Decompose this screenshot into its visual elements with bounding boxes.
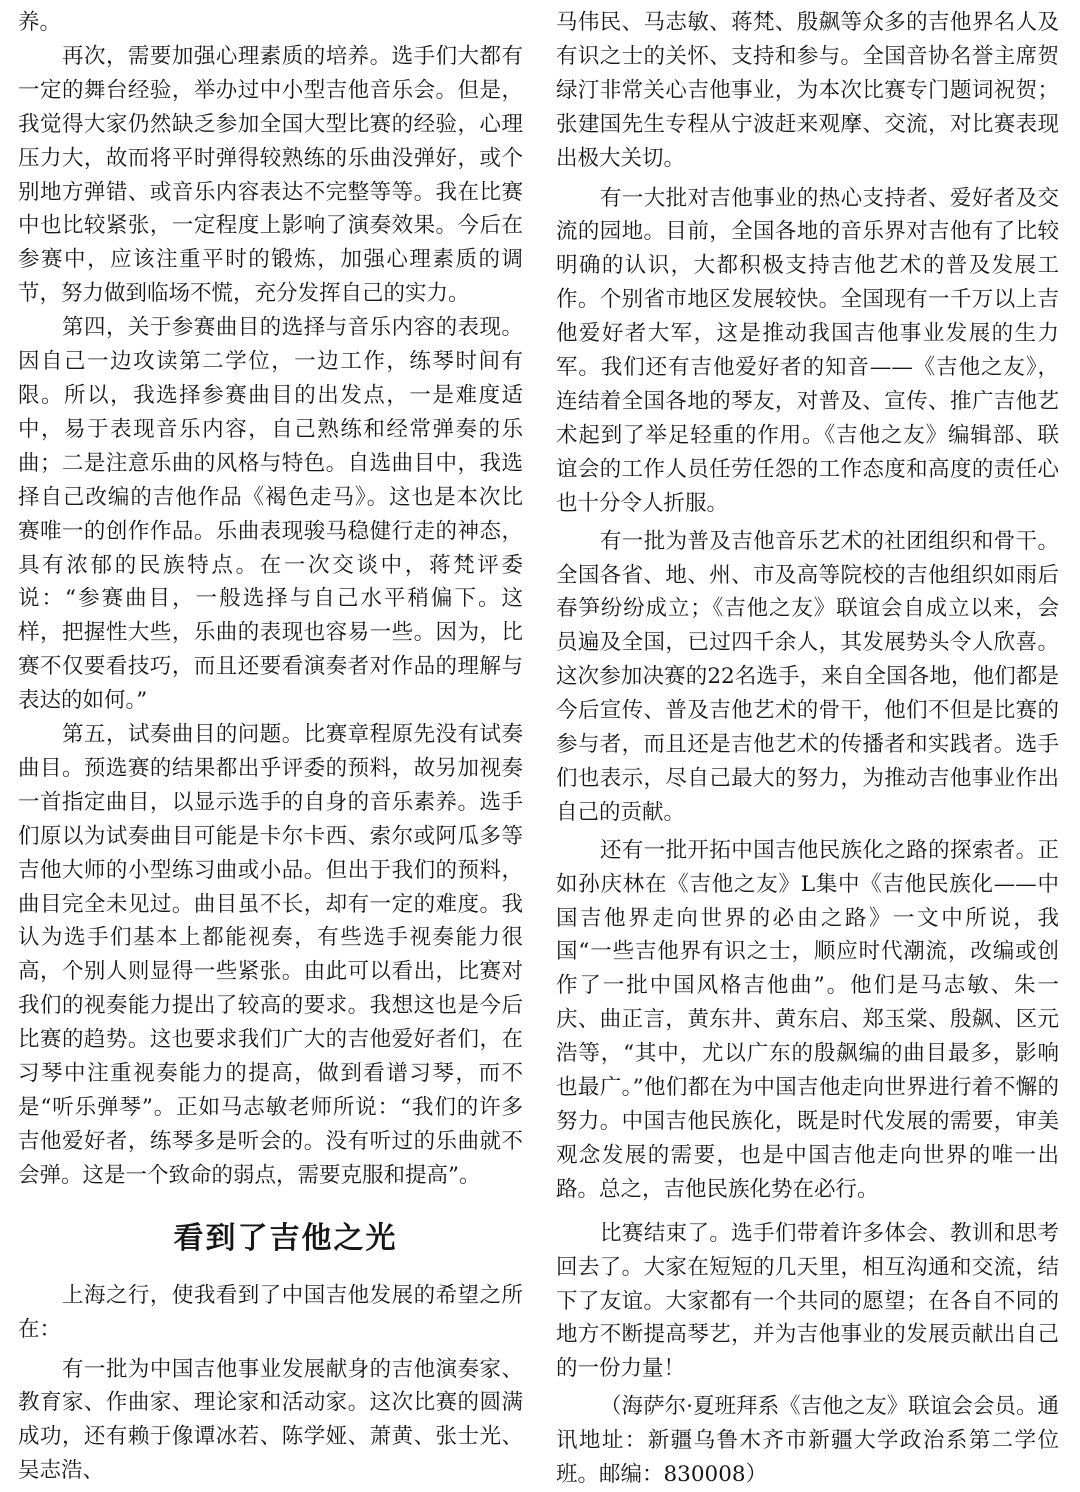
left-column [18,6,523,1488]
paragraph-conclusion: 比赛结束了。选手们带着许多体会、教训和思考回去了。大家在短短的几天里，相互沟通和交流，结下了友谊。大家都有一个共同的愿望；在各自不同的地方不断提高琴艺，并为吉他事业的发展贡献出自己的一份力量！ [556,1220,1059,1382]
paragraph-psychological-quality: 再次，需要加强心理素质的培养。选手们大都有一定的舞台经验，举办过中小型吉他音乐会。但是，我觉得大家仍然缺乏参加全国大型比赛的经验，心理压力大，故而将平时弹得较熟练的乐曲没弹好，或个别地方弹错、或音乐内容表达不完整等等。我在比赛中也比较紧张，一定程度上影响了演奏效果。今后在参赛中，应该注重平时的锻炼，加强心理素质的调节，努力做到临场不慌，充分发挥自己的实力。 [18,43,523,307]
paragraph-continuation-right: 马伟民、马志敏、蒋梵、殷飙等众多的吉他界名人及有识之士的关怀、支持和参与。全国音协名誉主席贺绿汀非常关心吉他事业，为本次比赛专门题词祝贺；张建国先生专程从宁波赶来观摩、交流，对比赛表现出极大关切。 [556,10,1059,171]
paragraph-shanghai-trip: 上海之行，使我看到了中国吉他发展的希望之所在： [18,1282,523,1342]
paragraph-nationalization: 还有一批开拓中国吉他民族化之路的探索者。正如孙庆林在《吉他之友》L集中《吉他民族化——中国吉他界走向世界的必由之路》一文中所说，我国“一些吉他界有识之士，顺应时代潮流，改编或创作了一批中国风格吉他曲”。他们是马志敏、朱一庆、曲正言，黄东井、黄东启、郑玉棠、殷飙、区元浩等，“其中，尤以广东的殷飙编的曲目最多，影响也最广。”他们都在为中国吉他走向世界进行着不懈的努力。中国吉他民族化，既是时代发展的需要，审美观念发展的需要，也是中国吉他走向世界的唯一出路。总之，吉他民族化势在必行。 [556,837,1059,1202]
paragraph-supporters: 有一大批对吉他事业的热心支持者、爱好者及交流的园地。目前，全国各地的音乐界对吉他有了比较明确的认识，大都积极支持吉他艺术的普及发展工作。个别省市地区发展较快。全国现有一千万以上吉他爱好者大军，这是推动我国吉他事业发展的生力军。我们还有吉他爱好者的知音——《吉他之友》，连结着全国各地的琴友，对普及、宣传、推广吉他艺术起到了举足轻重的作用。《吉他之友》编辑部、联谊会的工作人员任劳任怨的工作态度和高度的责任心也十分令人折服。 [556,185,1059,516]
right-column [556,6,1059,1492]
paragraph-guitar-performers: 有一批为中国吉他事业发展献身的吉他演奏家、教育家、作曲家、理论家和活动家。这次比赛的圆满成功，还有赖于像谭冰若、陈学娅、萧黄、张士光、吴志浩、 [18,1356,523,1484]
paragraph-sight-reading: 第五，试奏曲目的问题。比赛章程原先没有试奏曲目。预选赛的结果都出乎评委的预料，故另加视奏一首指定曲目，以显示选手的自身的音乐素养。选手们原以为试奏曲目可能是卡尔卡西、索尔或阿瓜多等吉他大师的小型练习曲或小品。但出于我们的预料，曲目完全未见过。曲目虽不长，却有一定的难度。我认为选手们基本上都能视奏，有些选手视奏能力很高，个别人则显得一些紧张。由此可以看出，比赛对我们的视奏能力提出了较高的要求。我想这也是今后比赛的趋势。这也要求我们广大的吉他爱好者们，在习琴中注重视奏能力的提高，做到看谱习琴，而不是“听乐弹琴”。正如马志敏老师所说：“我们的许多吉他爱好者，练琴多是听会的。没有听过的乐曲就不会弹。这是一个致命的弱点，需要克服和提高”。 [18,722,523,1188]
paragraph-repertoire-selection: 第四，关于参赛曲目的选择与音乐内容的表现。因自己一边攻读第二学位，一边工作，练琴时间有限。所以，我选择参赛曲目的出发点，一是难度适中，易于表现音乐内容，自己熟练和经常弹奏的乐曲；二是注意乐曲的风格与特色。自选曲目中，我选择自己改编的吉他作品《褐色走马》。这也是本次比赛唯一的创作作品。乐曲表现骏马稳健行走的神态，具有浓郁的民族特点。在一次交谈中，蒋梵评委说：“参赛曲目，一般选择与自己水平稍偏下。这样，把握性大些，乐曲的表现也容易一些。因为，比赛不仅要看技巧，而且还要看演奏者对作品的理解与表达的如何。” [18,315,523,714]
paragraph-continuation: 养。 [18,10,62,35]
paragraph-organizations: 有一批为普及吉他音乐艺术的社团组织和骨干。全国各省、地、州、市及高等院校的吉他组织如雨后春笋纷纷成立；《吉他之友》联谊会自成立以来，会员遍及全国，已过四千余人，其发展势头令人欣喜。这次参加决赛的22名选手，来自全国各地，他们都是今后宣传、普及吉他艺术的骨干，他们不但是比赛的参与者，而且还是吉他艺术的传播者和实践者。选手们也表示，尽自己最大的努力，为推动吉他事业作出自己的贡献。 [556,528,1059,825]
section-heading: 看到了吉他之光 [173,1220,398,1256]
author-signature: （海萨尔·夏班拜系《吉他之友》联谊会会员。通讯地址：新疆乌鲁木齐市新疆大学政治系第二学位班。邮编：830008） [556,1394,1059,1488]
